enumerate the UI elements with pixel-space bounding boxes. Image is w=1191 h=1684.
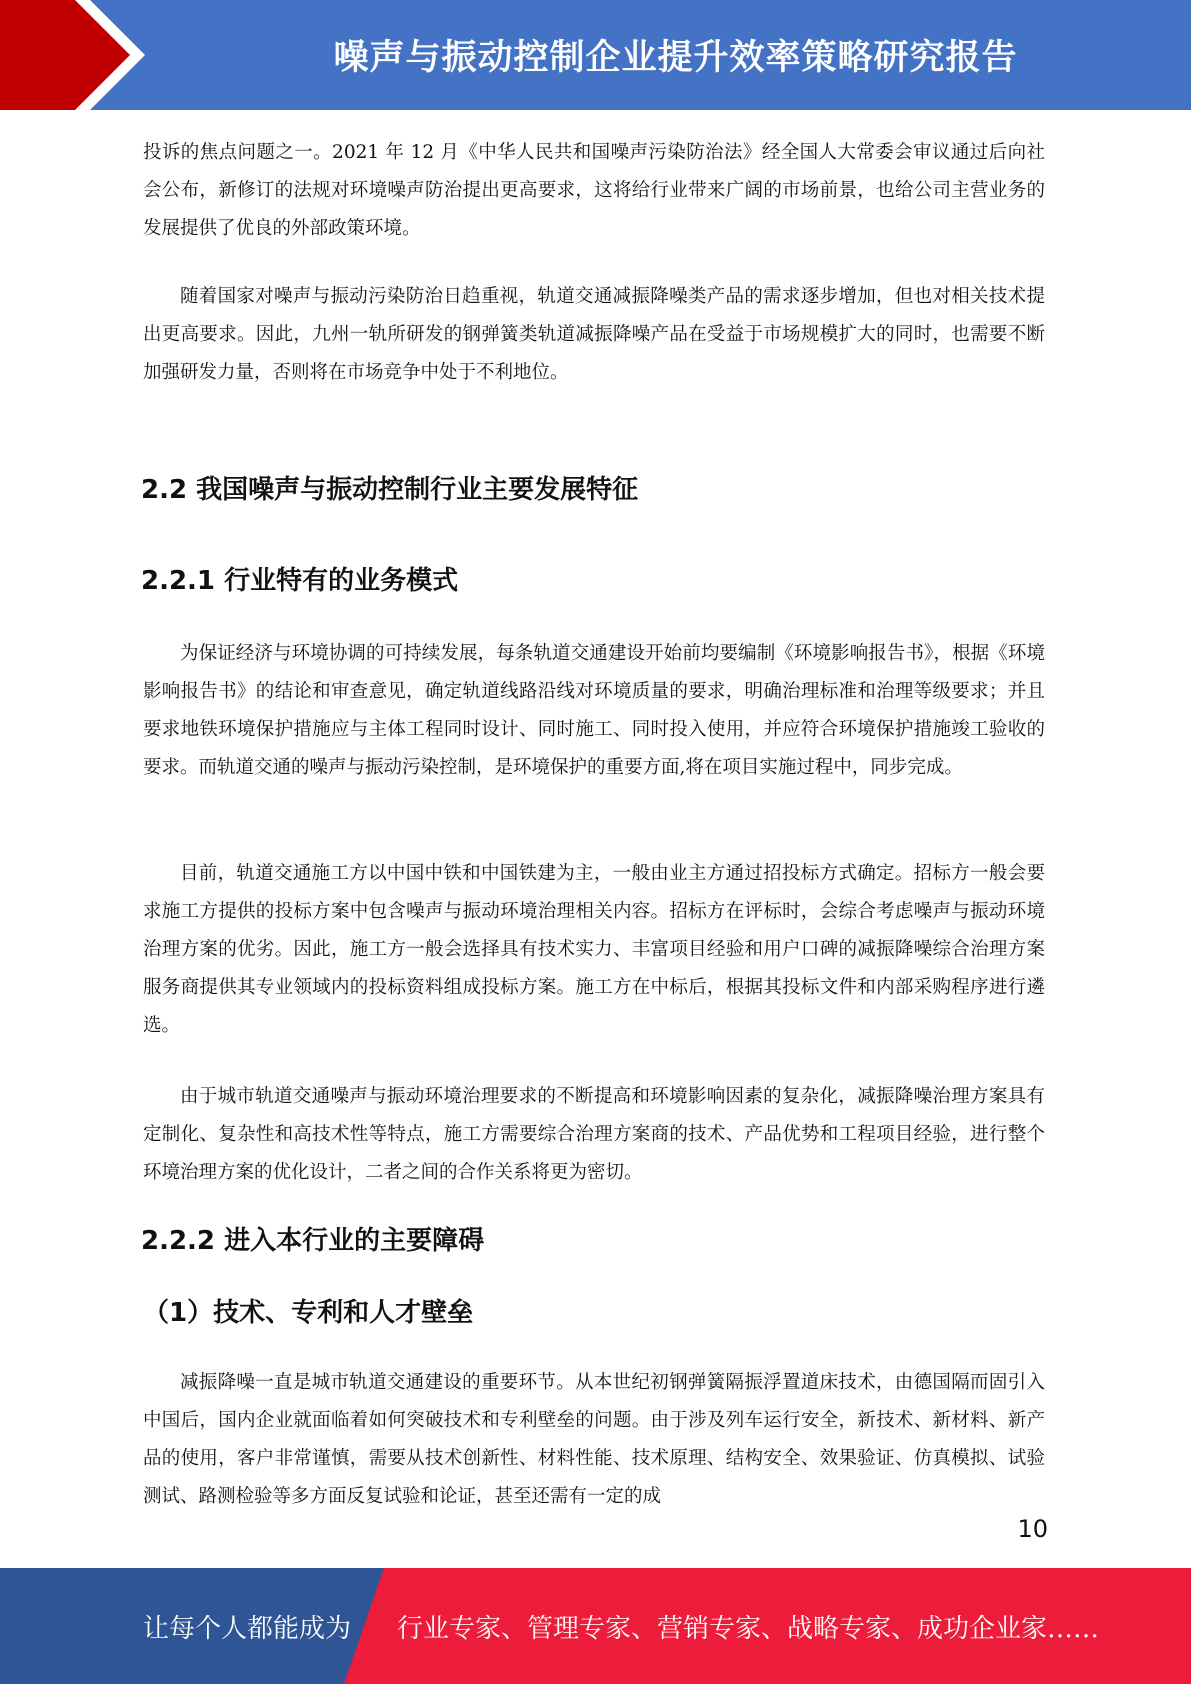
paragraph-5: 由于城市轨道交通噪声与振动环境治理要求的不断提高和环境影响因素的复杂化，减振降噪治理方案具有定制化、复杂性和高技术性等特点，施工方需要综合治理方案商的技术、产品优势和工程项目经验，进行整个环境治理方案的优化设计，二者之间的合作关系将更为密切。 xyxy=(143,1086,1045,1183)
section-heading-2-2-1: 2.2.1 行业特有的业务模式 xyxy=(141,566,459,596)
subsection-heading-1: （1）技术、专利和人才壁垒 xyxy=(143,1298,474,1328)
red-chevron-decoration xyxy=(0,0,160,110)
page-footer xyxy=(0,1568,1191,1684)
footer-slogan-left: 让每个人都能成为 xyxy=(143,1613,352,1644)
paragraph-2: 随着国家对噪声与振动污染防治日趋重视，轨道交通减振降噪类产品的需求逐步增加，但也对相关技术提出更高要求。因此，九州一轨所研发的钢弹簧类轨道减振降噪产品在受益于市场规模扩大的同时，也需要不断加强研发力量，否则将在市场竞争中处于不利地位。 xyxy=(143,286,1045,383)
paragraph-6: 减振降噪一直是城市轨道交通建设的重要环节。从本世纪初钢弹簧隔振浮置道床技术，由德国隔而固引入中国后，国内企业就面临着如何突破技术和专利壁垒的问题。由于涉及列车运行安全，新技术、新材料、新产品的使用，客户非常谨慎，需要从技术创新性、材料性能、技术原理、结构安全、效果验证、仿真模拟、试验测试、路测检验等多方面反复试验和论证，甚至还需有一定的成 xyxy=(143,1372,1045,1507)
section-heading-2-2-2: 2.2.2 进入本行业的主要障碍 xyxy=(141,1226,485,1256)
section-heading-2-2: 2.2 我国噪声与振动控制行业主要发展特征 xyxy=(141,475,639,505)
paragraph-4: 目前，轨道交通施工方以中国中铁和中国铁建为主，一般由业主方通过招投标方式确定。招标方一般会要求施工方提供的投标方案中包含噪声与振动环境治理相关内容。招标方在评标时，会综合考虑噪声与振动环境治理方案的优劣。因此，施工方一般会选择具有技术实力、丰富项目经验和用户口碑的减振降噪综合治理方案服务商提供其专业领域内的投标资料组成投标方案。施工方在中标后，根据其投标文件和内部采购程序进行遴选。 xyxy=(143,863,1045,1036)
page-number: 10 xyxy=(1017,1515,1048,1543)
paragraph-3: 为保证经济与环境协调的可持续发展，每条轨道交通建设开始前均要编制《环境影响报告书》，根据《环境影响报告书》的结论和审查意见，确定轨道线路沿线对环境质量的要求，明确治理标准和治理等级要求；并且要求地铁环境保护措施应与主体工程同时设计、同时施工、同时投入使用，并应符合环境保护措施竣工验收的要求。而轨道交通的噪声与振动污染控制，是环境保护的重要方面,将在项目实施过程中，同步完成。 xyxy=(143,643,1045,778)
header-title: 噪声与振动控制企业提升效率策略研究报告 xyxy=(333,38,1018,78)
paragraph-1: 投诉的焦点问题之一。2021 年 12 月《中华人民共和国噪声污染防治法》经全国人大常委会审议通过后向社会公布，新修订的法规对环境噪声防治提出更高要求，这将给行业带来广阔的市场前景，也给公司主营业务的发展提供了优良的外部政策环境。 xyxy=(143,142,1045,239)
page-header xyxy=(0,0,1191,110)
footer-slogan-right: 行业专家、管理专家、营销专家、战略专家、成功企业家…… xyxy=(397,1613,1100,1644)
